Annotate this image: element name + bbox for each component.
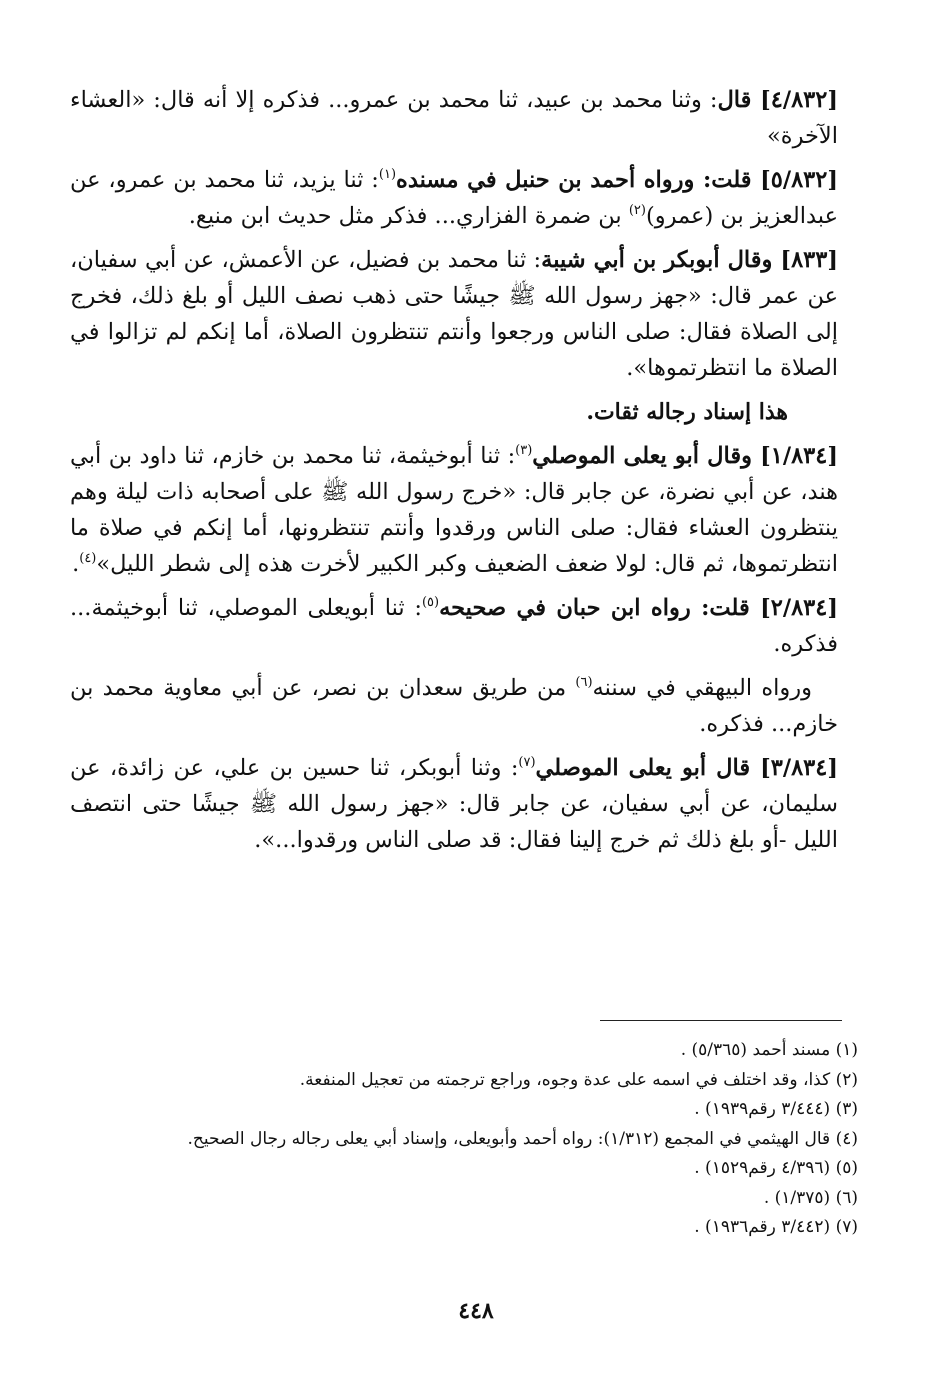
footnote-3: (٣) (٣/٤٤٤ رقم١٩٣٩) . (694, 1099, 858, 1119)
hadith-text: : وثنا أبوبكر، ثنا حسين بن علي، عن زائدة، عن سليمان، عن أبي سفيان، عن جابر قال: «جهز رسول الله ﷺ جيشًا حتى انتصف الليل -أو بلغ ذلك ثم خرج إلينا فقال: قد صلى الناس ورقدوا...». (70, 755, 838, 853)
footnotes (158, 1036, 858, 1243)
hadith-text: : ثنا أبوخيثمة، ثنا محمد بن خازم، ثنا داود بن أبي هند، عن أبي نضرة، عن جابر قال: «خرج رسول الله ﷺ على أصحابه ذات ليلة وهم ينتظرون العشاء فقال: صلى الناس ورقدوا وأنتم تنتظرونها، أما إنكم في صلاة ما انتظرتموها، ثم قال: لولا ضعف الضعيف وكبر الكبير لأخرت هذه إلى شطر الليل» (70, 443, 838, 577)
paragraph-832-5 (70, 162, 838, 234)
hadith-text: من طريق سعدان بن نصر، عن أبي معاوية محمد بن خازم... فذكره. (70, 675, 838, 737)
footnote-6: (٦) (١/٣٧٥) . (763, 1187, 858, 1208)
hadith-text: : ثنا محمد بن فضيل، عن الأعمش، عن أبي سفيان، عن عمر قال: «جهز رسول الله ﷺ جيشًا حتى ذهب نصف الليل أو بلغ ذلك، فخرج إلى الصلاة فقال: صلى الناس ورجعوا وأنتم تنتظرون الصلاة، أما إنكم لم تزالوا في الصلاة ما انتظرتموها». (70, 247, 838, 381)
paragraph-833 (70, 242, 838, 386)
footnote-7: (٧) (٣/٤٤٢ رقم١٩٣٦) . (694, 1217, 858, 1237)
footnote-ref[interactable]: (٧) (518, 755, 536, 770)
footnote-5: (٥) (٤/٣٩٦ رقم١٥٢٩) . (694, 1158, 858, 1178)
paragraph-834-1 (70, 438, 838, 582)
footnote-4: (٤) قال الهيثمي في المجمع (١/٣١٢): رواه أحمد وأبويعلى، وإسناد أبي يعلى رجاله رجال الصحيح. (187, 1128, 858, 1149)
page-number: ٤٤٨ (458, 1298, 494, 1324)
footnote-2: (٢) كذا، وقد اختلف في اسمه على عدة وجوه، وراجع ترجمته من تعجيل المنفعة. (299, 1069, 858, 1090)
hadith-label: [١/٨٣٤] وقال أبو يعلى الموصلي (532, 443, 838, 469)
isnad-grading: هذا إسناد رجاله ثقات. (586, 399, 788, 425)
hadith-text: . (72, 551, 80, 577)
hadith-text: : وثنا محمد بن عبيد، ثنا محمد بن عمرو... فذكره إلا أنه قال: «العشاء الآخرة» (70, 87, 838, 149)
hadith-label: [٣/٨٣٤] قال أبو يعلى الموصلي (535, 755, 838, 781)
hadith-label: [٥/٨٣٢] قلت: ورواه أحمد بن حنبل في مسنده (396, 167, 838, 193)
hadith-text: ورواه البيهقي في سننه (592, 675, 812, 701)
paragraph-bayhaqi (70, 670, 838, 742)
footnote-ref[interactable]: (٤) (79, 551, 97, 566)
footnote-ref[interactable]: (٦) (575, 675, 593, 690)
hadith-label: [٨٣٣] وقال أبوبكر بن أبي شيبة (541, 247, 838, 273)
footnote-ref[interactable]: (١) (378, 167, 397, 182)
paragraph-832-4 (70, 82, 838, 154)
hadith-text: : ثنا يزيد، ثنا محمد بن عمرو، عن عبدالعزيز بن (عمرو) (70, 167, 838, 229)
footnote-ref[interactable]: (٥) (421, 595, 440, 610)
footnote-ref[interactable]: (٢) (628, 203, 646, 218)
hadith-label: [٢/٨٣٤] قلت: رواه ابن حبان في صحيحه (439, 595, 838, 621)
hadith-text: بن ضمرة الفزاري... فذكر مثل حديث ابن منيع. (188, 203, 629, 229)
footnote-ref[interactable]: (٣) (515, 443, 533, 458)
footnote-1: (١) مسند أحمد (٥/٣٦٥) . (680, 1040, 858, 1060)
paragraph-834-3 (70, 750, 838, 858)
hadith-text: : ثنا أبويعلى الموصلي، ثنا أبوخيثمة... فذكره. (70, 595, 838, 657)
main-text (70, 82, 838, 866)
hadith-label: [٤/٨٣٢] قال (717, 87, 838, 113)
footnote-divider (600, 1020, 842, 1021)
paragraph-834-2 (70, 590, 838, 662)
